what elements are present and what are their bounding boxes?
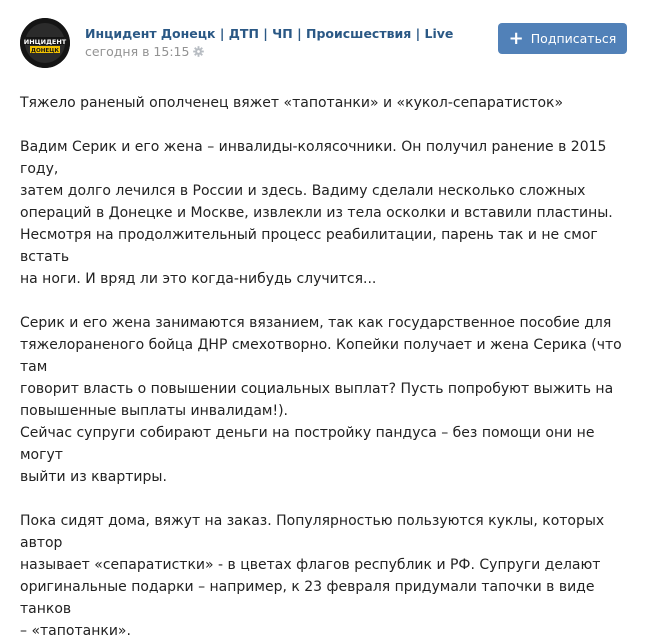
text-line: Пока сидят дома, вяжут на заказ. Популярностью пользуются куклы, которых автор [20, 513, 605, 551]
text-line: повышенные выплаты инвалидам!). [20, 403, 288, 419]
avatar-text-1: ИНЦИДЕНТ [23, 38, 67, 46]
text-line: Вадим Серик и его жена – инвалиды-колясочники. Он получил ранение в 2015 году, [20, 139, 607, 177]
community-avatar[interactable] [20, 18, 70, 68]
post-timestamp[interactable]: сегодня в 15:15 [85, 44, 190, 59]
text-line: – «тапотанки». [20, 623, 131, 639]
text-line: оригинальные подарки – например, к 23 февраля придумали тапочки в виде танков [20, 579, 595, 617]
post-paragraph-2 [20, 312, 638, 488]
community-name-link[interactable]: Инцидент Донецк | ДТП | ЧП | Происшествия | Live [85, 26, 454, 41]
plus-icon: + [508, 27, 524, 49]
avatar-text-2: ДОНЕЦК [30, 47, 60, 54]
text-line: называет «сепаратистки» - в цветах флагов республик и РФ. Супруги делают [20, 557, 601, 573]
post-title: Тяжело раненый ополченец вяжет «тапотанки» и «кукол-сепаратисток» [20, 95, 564, 111]
text-line: затем долго лечился в России и здесь. Вадиму сделали несколько сложных [20, 183, 586, 199]
text-line: говорит власть о повышении социальных выплат? Пусть попробуют выжить на [20, 381, 614, 397]
subscribe-button[interactable] [498, 23, 627, 54]
text-line: Несмотря на продолжительный процесс реабилитации, парень так и не смог встать [20, 227, 598, 265]
subscribe-label: Подписаться [530, 31, 617, 46]
text-line: выйти из квартиры. [20, 469, 167, 485]
post-paragraph-3 [20, 510, 638, 642]
avatar-logo [20, 18, 70, 68]
text-line: Серик и его жена занимаются вязанием, так как государственное пособие для [20, 315, 612, 331]
post-paragraph-1 [20, 136, 638, 290]
gear-icon[interactable] [193, 46, 204, 57]
text-line: тяжелораненого бойца ДНР смехотворно. Копейки получает и жена Серика (что там [20, 337, 622, 375]
post-meta [85, 44, 204, 59]
post-text [20, 92, 638, 642]
text-line: на ноги. И вряд ли это когда-нибудь случится... [20, 271, 377, 287]
text-line: Сейчас супруги собирают деньги на постройку пандуса – без помощи они не могут [20, 425, 595, 463]
text-line: операций в Донецке и Москве, извлекли из тела осколки и вставили пластины. [20, 205, 613, 221]
